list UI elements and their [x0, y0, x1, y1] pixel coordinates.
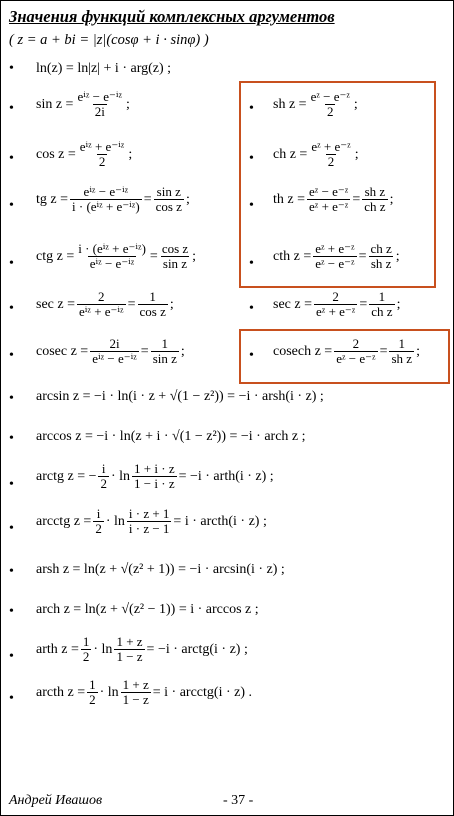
denominator: cos z: [155, 199, 182, 214]
formula-lhs: cos z =: [36, 146, 76, 162]
fraction: [93, 507, 104, 536]
formula-sh: [273, 90, 358, 119]
denominator: sin z: [162, 256, 188, 271]
formula-lhs: ctg z =: [36, 248, 75, 264]
page-number: - 37 -: [223, 793, 254, 808]
fraction: [75, 90, 124, 119]
fraction: [368, 242, 393, 271]
formula-lhs: arctg z = −: [36, 468, 97, 484]
formula-cosech: cosech z = $\frac{2}{\text{eᶻ − e⁻ᶻ}}$ = $\frac{1}{\text{sh z}}$ ;: [273, 336, 420, 366]
denominator: 2: [100, 476, 107, 491]
formula-th: th z = $\frac{\text{eᶻ − e⁻ᶻ}}{\text{eᶻ + e⁻ᶻ}}$ = $\frac{\text{sh z}}{\text{ch z}}$ ;: [273, 184, 394, 214]
denominator: i · z − 1: [128, 521, 170, 536]
denominator: ch z: [371, 304, 393, 319]
fraction: [313, 242, 356, 271]
numerator: 1: [378, 289, 386, 304]
fraction: [78, 140, 127, 169]
formula-tail: ;: [389, 191, 394, 207]
bullet: •: [9, 564, 14, 579]
fraction: [132, 462, 177, 491]
denominator: 1 − i · z: [134, 476, 175, 491]
numerator: 2: [332, 289, 339, 304]
fraction: [114, 635, 144, 664]
bullet: •: [9, 348, 14, 363]
formula-lhs: th z =: [273, 191, 305, 207]
denominator: 1 − z: [122, 692, 149, 707]
fraction: [98, 462, 109, 491]
numerator: 1 + z: [116, 634, 143, 649]
formula-lhs: arth z =: [36, 641, 79, 657]
formula-lhs: ch z =: [273, 146, 308, 162]
numerator: 2i: [109, 336, 120, 351]
denominator: 2i: [94, 104, 105, 119]
denominator: eᶻ − e⁻ᶻ: [315, 256, 355, 271]
denominator: eⁱᶻ − e⁻ⁱᶻ: [92, 351, 137, 366]
formula-arsh: arsh z = ln(z + √(z² + 1)) = −i · arcsin(i · z) ;: [36, 562, 285, 577]
formula-arccos: arccos z = −i · ln(z + i · √(1 − z²)) = −i · arch z ;: [36, 429, 306, 444]
denominator: 1 − z: [116, 649, 143, 664]
bullet: •: [9, 521, 14, 536]
formula-ln: ln(z) = ln|z| + i · arg(z) ;: [36, 61, 172, 76]
denominator: eᶻ + e⁻ᶻ: [316, 304, 356, 319]
formula-cos: [36, 140, 132, 169]
formula-lhs: sec z =: [273, 296, 312, 312]
numerator: eᶻ + e⁻ᶻ: [315, 241, 355, 256]
bullet: •: [249, 198, 254, 213]
denominator: 2: [98, 154, 106, 169]
numerator: eᶻ + e⁻ᶻ: [311, 139, 351, 154]
numerator: 1: [161, 336, 169, 351]
numerator: 1 + z: [122, 677, 149, 692]
denominator: 2: [326, 104, 334, 119]
bullet: •: [249, 256, 254, 271]
formula-arcth: [36, 678, 252, 707]
denominator: 2: [327, 154, 335, 169]
formula-arcsin: arcsin z = −i · ln(i · z + √(1 − z²)) = −i · arsh(i · z) ;: [36, 389, 324, 404]
numerator: 1: [82, 634, 90, 649]
denominator: ch z: [364, 199, 386, 214]
formula-tail: ;: [353, 96, 358, 112]
fraction: [127, 507, 172, 536]
denominator: cos z: [139, 304, 166, 319]
fraction: [389, 337, 414, 366]
fraction: [309, 140, 352, 169]
denominator: sh z: [391, 351, 413, 366]
formula-tail: = −i · arth(i · z) ;: [178, 468, 274, 484]
formula-ctg: ctg z = i · (eⁱᶻ + e⁻ⁱᶻ) eⁱᶻ − e⁻ⁱᶻ = $\frac{\text{cos z}}{\text{sin z}}$ ;: [36, 241, 197, 271]
bullet: •: [9, 151, 14, 166]
fraction: [87, 678, 98, 707]
formula-sin: [36, 90, 130, 119]
numerator: eᶻ − e⁻ᶻ: [310, 89, 350, 104]
formula-lhs: sh z =: [273, 96, 307, 112]
formula-tail: ;: [395, 248, 400, 264]
formula-tail: ;: [169, 296, 174, 312]
fraction: [81, 635, 92, 664]
formula-arth: [36, 635, 248, 664]
denominator: 2: [95, 521, 102, 536]
formula-tail: ;: [180, 343, 185, 359]
fraction: [307, 185, 350, 214]
formula-tg: tg z = eⁱᶻ − e⁻ⁱᶻ i · (eⁱᶻ + e⁻ⁱᶻ) = $\frac{\text{sin z}}{\text{cos z}}$ ;: [36, 184, 190, 214]
formula-tail: ;: [354, 146, 359, 162]
bullet: •: [9, 477, 14, 492]
denominator: eⁱᶻ + e⁻ⁱᶻ: [79, 304, 124, 319]
numerator: eᶻ − e⁻ᶻ: [309, 184, 349, 199]
numerator: ch z: [370, 241, 392, 256]
bullet: •: [249, 101, 254, 116]
formula-ch: [273, 140, 359, 169]
numerator: i · (eⁱᶻ + e⁻ⁱᶻ): [78, 241, 146, 256]
numerator: sin z: [156, 184, 181, 199]
denominator: i · (eⁱᶻ + e⁻ⁱᶻ): [72, 199, 140, 214]
bullet: •: [9, 301, 14, 316]
formula-tail: ;: [185, 191, 190, 207]
denominator: sin z: [152, 351, 177, 366]
formula-cth: cth z = $\frac{\text{eᶻ + e⁻ᶻ}}{\text{eᶻ − e⁻ᶻ}}$ = $\frac{\text{ch z}}{\text{sh z}}$ ;: [273, 241, 400, 271]
formula-tail: = i · arcth(i · z) ;: [173, 513, 267, 529]
fraction: [154, 185, 184, 214]
formula-lhs: cosec z =: [36, 343, 89, 359]
fraction: [70, 185, 142, 214]
formula-arcctg: [36, 507, 267, 536]
formula-lhs: arcth z =: [36, 684, 86, 700]
formula-lhs: tg z =: [36, 191, 68, 207]
formula-mid: · ln: [110, 468, 131, 484]
numerator: i: [96, 506, 101, 521]
formula-tail: ;: [128, 146, 133, 162]
denominator: eᶻ − e⁻ᶻ: [336, 351, 376, 366]
numerator: 2: [98, 289, 105, 304]
bullet: •: [249, 348, 254, 363]
formula-arctg: [36, 462, 274, 491]
page-subtitle: ( z = a + bi = |z|(cosφ + i · sinφ) ): [9, 32, 209, 48]
fraction: [76, 242, 148, 271]
numerator: cos z: [161, 241, 189, 256]
bullet: •: [9, 691, 14, 706]
formula-tail: = −i · arctg(i · z) ;: [146, 641, 248, 657]
denominator: eⁱᶻ − e⁻ⁱᶻ: [89, 256, 135, 271]
formula-lhs: cth z =: [273, 248, 312, 264]
numerator: sh z: [364, 184, 386, 199]
formula-lhs: sin z =: [36, 96, 74, 112]
fraction: [160, 242, 190, 271]
fraction: [77, 290, 126, 319]
bullet: •: [249, 301, 254, 316]
formula-tail: ;: [396, 296, 401, 312]
formula-sec: sec z = 2 eⁱᶻ + e⁻ⁱᶻ = $\frac{1}{\text{cos z}}$ ;: [36, 289, 174, 319]
bullet: •: [9, 649, 14, 664]
bullet: •: [9, 604, 14, 619]
formula-lhs: cosech z =: [273, 343, 333, 359]
bullet: •: [9, 61, 14, 76]
numerator: i · z + 1: [128, 506, 170, 521]
formula-cosec: cosec z = 2i eⁱᶻ − e⁻ⁱᶻ = $\frac{1}{\text{sin z}}$ ;: [36, 336, 185, 366]
fraction: [314, 290, 357, 319]
bullet: •: [9, 198, 14, 213]
bullet: •: [249, 151, 254, 166]
bullet: •: [9, 391, 14, 406]
author-name: Андрей Ивашов: [9, 793, 103, 808]
numerator: eⁱᶻ + e⁻ⁱᶻ: [79, 139, 125, 154]
numerator: 2: [352, 336, 360, 351]
fraction: [309, 90, 352, 119]
page-title: Значения функций комплексных аргументов: [9, 7, 335, 26]
formula-lhs: sec z =: [36, 296, 75, 312]
formula-arch: arch z = ln(z + √(z² − 1)) = i · arccos z ;: [36, 602, 259, 617]
fraction: [90, 337, 139, 366]
fraction: [334, 337, 377, 366]
fraction: [369, 290, 394, 319]
formula-mid: · ln: [105, 513, 125, 529]
formula-mid: · ln: [93, 641, 113, 657]
formula-sech: sec z = $\frac{2}{\text{eᶻ + e⁻ᶻ}}$ = $\frac{1}{\text{ch z}}$ ;: [273, 289, 401, 319]
bullet: •: [9, 101, 14, 116]
formula-tail: ;: [416, 343, 420, 359]
numerator: 1: [149, 289, 156, 304]
numerator: 1 + i · z: [134, 461, 175, 476]
denominator: 2: [89, 692, 96, 707]
fraction: [362, 185, 387, 214]
numerator: eⁱᶻ − e⁻ⁱᶻ: [77, 89, 123, 104]
denominator: 2: [82, 649, 90, 664]
fraction: [121, 678, 151, 707]
numerator: eⁱᶻ − e⁻ⁱᶻ: [83, 184, 129, 199]
numerator: 1: [89, 677, 96, 692]
fraction: [151, 337, 179, 366]
formula-tail: ;: [126, 96, 130, 112]
numerator: i: [101, 461, 106, 476]
bullet: •: [9, 431, 14, 446]
formula-mid: · ln: [99, 684, 119, 700]
numerator: 1: [398, 336, 406, 351]
formula-tail: = i · arcctg(i · z) .: [152, 684, 252, 700]
denominator: eᶻ + e⁻ᶻ: [309, 199, 349, 214]
formula-lhs: arcctg z =: [36, 513, 92, 529]
denominator: sh z: [370, 256, 392, 271]
fraction: [138, 290, 168, 319]
formula-tail: ;: [192, 248, 197, 264]
bullet: •: [9, 256, 14, 271]
